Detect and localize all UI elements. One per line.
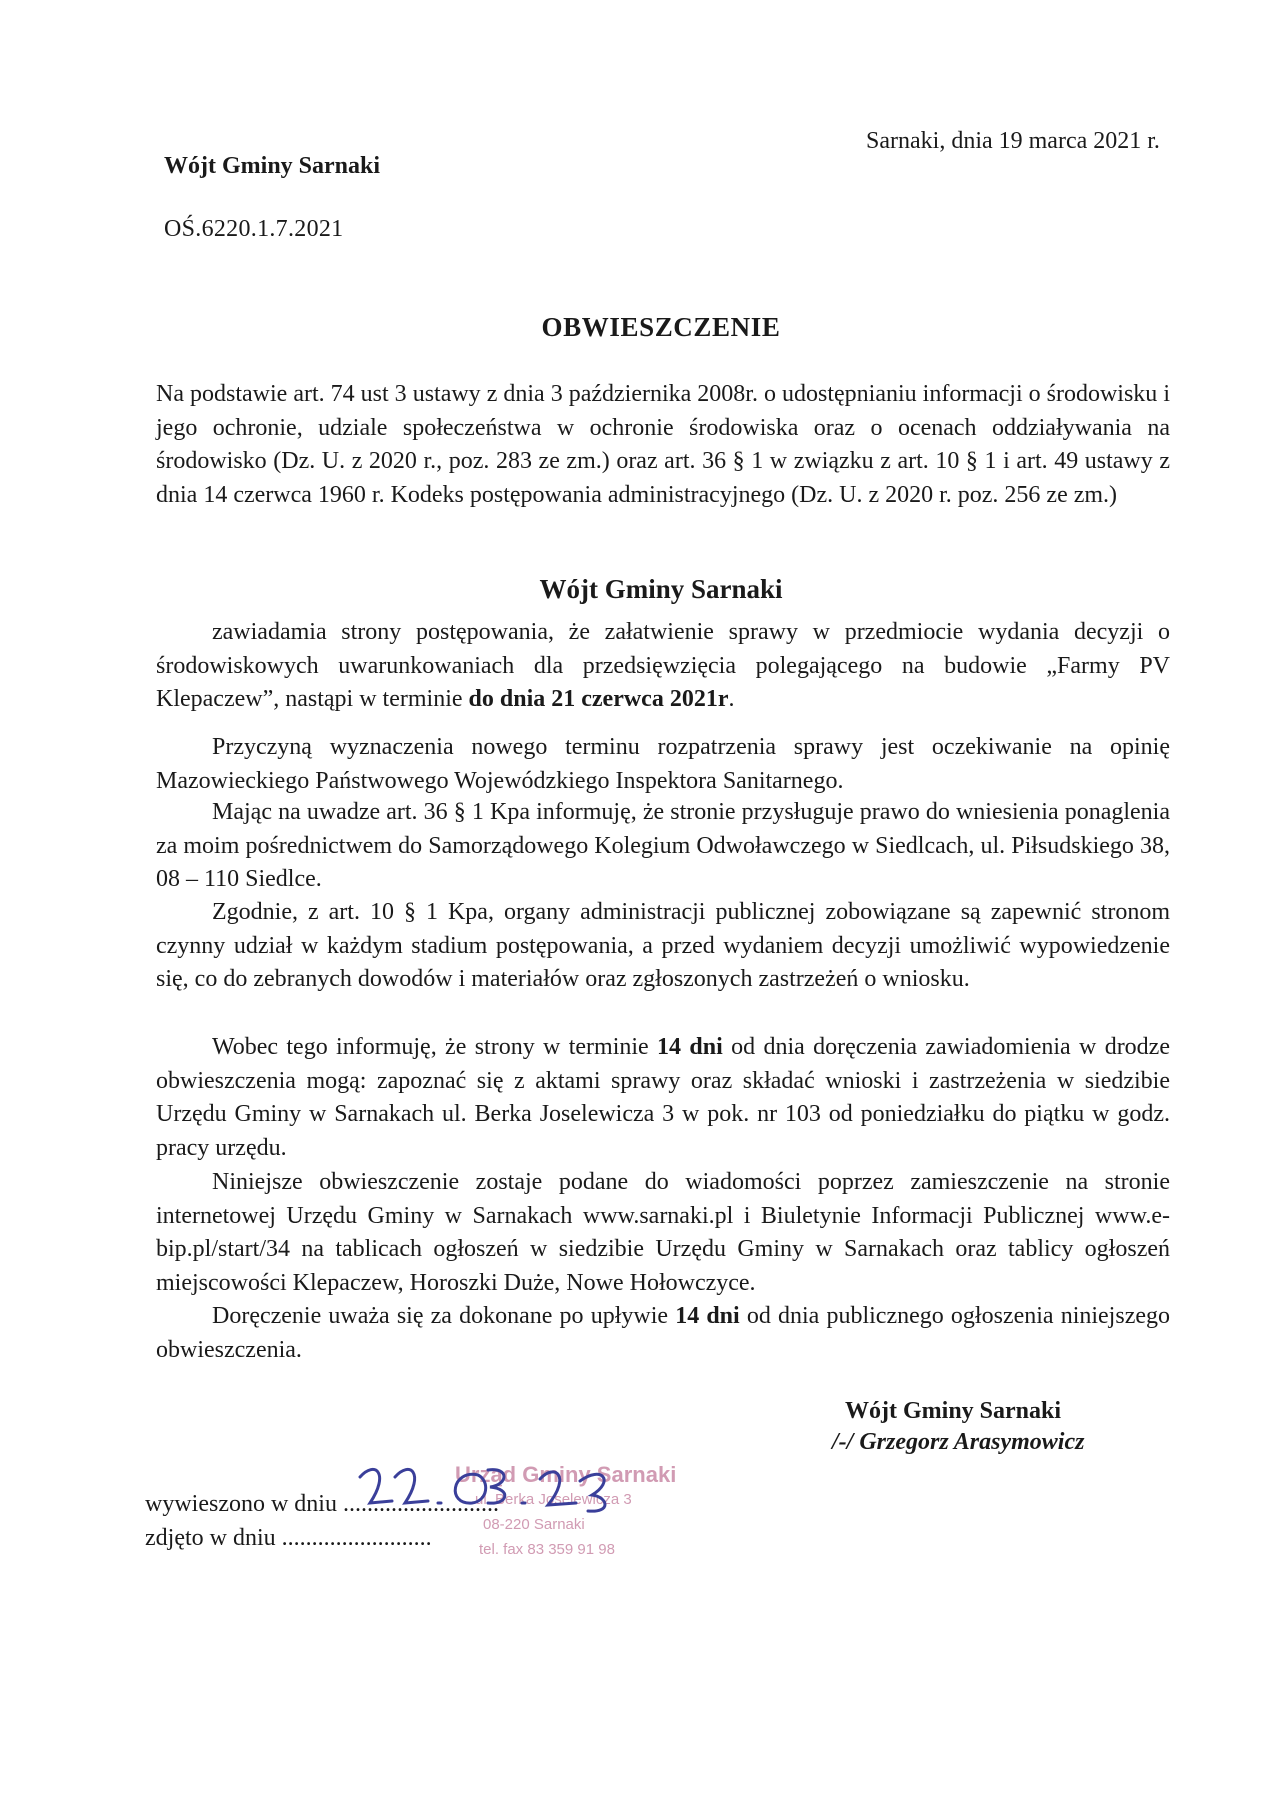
appeal-paragraph: Mając na uwadze art. 36 § 1 Kpa informuję, że stronie przysługuje prawo do wniesienia ponaglenia za moim pośrednictwem do Samorządowego Kolegium Odwoławczego w Siedlcach, ul. Piłsudskiego 38, 08 – 110 Siedlce. bbox=[156, 799, 1170, 893]
signature-name: /-/ Grzegorz Arasymowicz bbox=[832, 1429, 1085, 1455]
delivery-days: 14 dni bbox=[675, 1303, 740, 1329]
access-text: Wobec tego informuję, że strony w terminie bbox=[212, 1034, 658, 1060]
handwritten-date-mark bbox=[340, 1455, 640, 1530]
participation-paragraph: Zgodnie, z art. 10 § 1 Kpa, organy administracji publicznej zobowiązane są zapewnić stronom czynny udział w każdym stadium postępowania, a przed wydaniem decyzji umożliwić wypowiedzenie się, co do zebranych dowodów i materiałów oraz zgłoszonych zastrzeżeń o wniosku. bbox=[156, 899, 1170, 993]
notice-text: zawiadamia strony postępowania, że załatwienie sprawy w przedmiocie wydania decyzji o środowiskowych uwarunkowaniach dla przedsięwzięcia polegającego na budowie „Farmy PV Klepaczew”, nastąpi w terminie bbox=[156, 619, 1170, 713]
deadline-date: do dnia 21 czerwca 2021r bbox=[468, 686, 729, 713]
access-days: 14 dni bbox=[657, 1034, 723, 1060]
document-title: OBWIESZCZENIE bbox=[541, 312, 781, 342]
stamp-line-3: 08-220 Sarnaki bbox=[483, 1516, 585, 1533]
removed-date-line: zdjęto w dniu ......................... bbox=[145, 1525, 432, 1551]
stamp-line-1: Urząd Gminy Sarnaki bbox=[455, 1462, 677, 1487]
document-date: Sarnaki, dnia 19 marca 2021 r. bbox=[866, 128, 1160, 154]
legal-basis-paragraph: Na podstawie art. 74 ust 3 ustawy z dnia 3 października 2008r. o udostępnianiu informacji o środowisku i jego ochronie, udziale społeczeństwa w ochronie środowiska oraz o ocenach oddziaływania na środowisko (Dz. U. z 2020 r., poz. 283 ze zm.) oraz art. 36 § 1 w związku z art. 10 § 1 i art. 49 ustawy z dnia 14 czerwca 1960 r. Kodeks postępowania administracyjnego (Dz. U. z 2020 r. poz. 256 ze zm.) bbox=[156, 381, 1170, 508]
signature-title: Wójt Gminy Sarnaki bbox=[845, 1398, 1062, 1424]
sender-name: Wójt Gminy Sarnaki bbox=[164, 153, 381, 179]
notice-text-end: . bbox=[728, 686, 735, 713]
delivery-paragraph bbox=[156, 1300, 1170, 1367]
access-text-end: od dnia doręczenia zawiadomienia w drodze obwieszczenia mogą: zapoznać się z aktami sprawy oraz składać wnioski i zastrzeżenia w siedzibie Urzędu Gminy w Sarnakach ul. Berka Joselewicza 3 w pok. nr 103 od poniedziałku do piątku w godz. pracy urzędu. bbox=[156, 1034, 1170, 1161]
publication-paragraph: Niniejsze obwieszczenie zostaje podane do wiadomości poprzez zamieszczenie na stronie internetowej Urzędu Gminy w Sarnakach www.sarnaki.pl i Biuletynie Informacji Publicznej www.e-bip.pl/start/34 na tablicach ogłoszeń w siedzibie Urzędu Gminy w Sarnakach oraz tablicy ogłoszeń miejscowości Klepaczew, Horoszki Duże, Nowe Hołowczyce. bbox=[156, 1169, 1170, 1296]
authority-heading: Wójt Gminy Sarnaki bbox=[539, 574, 783, 604]
posted-date-line: wywieszono w dniu .......................... bbox=[145, 1491, 499, 1517]
access-paragraph bbox=[156, 1031, 1170, 1165]
stamp-line-4: tel. fax 83 359 91 98 bbox=[479, 1541, 615, 1558]
delivery-text-end: od dnia publicznego ogłoszenia niniejszego obwieszczenia. bbox=[156, 1303, 1170, 1363]
delivery-text: Doręczenie uważa się za dokonane po upływie bbox=[212, 1303, 676, 1329]
reason-paragraph: Przyczyną wyznaczenia nowego terminu rozpatrzenia sprawy jest oczekiwanie na opinię Mazowieckiego Państwowego Wojewódzkiego Inspektora Sanitarnego. bbox=[156, 734, 1170, 794]
stamp-line-2: ul. Berka Joselewicza 3 bbox=[475, 1491, 632, 1508]
reference-number: OŚ.6220.1.7.2021 bbox=[164, 216, 344, 242]
notice-paragraph bbox=[156, 616, 1170, 717]
